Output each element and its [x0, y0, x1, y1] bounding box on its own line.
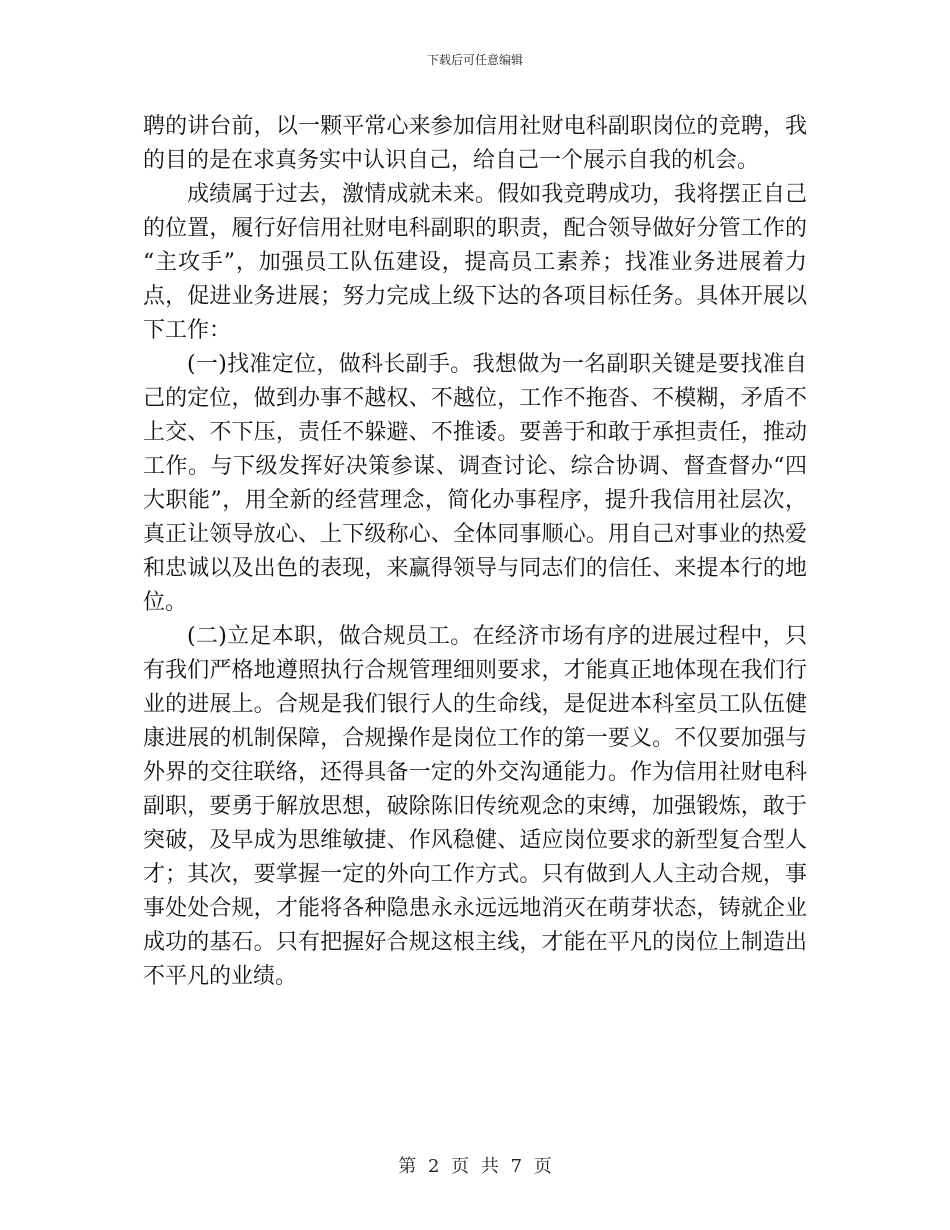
- page-header-note: 下载后可任意编辑: [426, 53, 523, 67]
- page-number: 第 2 页 共 7 页: [398, 1156, 552, 1177]
- text-line: 有我们严格地遵照执行合规管理细则要求，才能真正地体现在我们行: [143, 658, 807, 683]
- text-line: 大职能”，用全新的经营理念，简化办事程序，提升我信用社层次，: [143, 488, 807, 513]
- text-line: (二)立足本职，做合规员工。在经济市场有序的进展过程中，只: [187, 624, 807, 649]
- text-line: 聘的讲台前，以一颗平常心来参加信用社财电科副职岗位的竞聘，我: [143, 114, 807, 139]
- text-line: 副职，要勇于解放思想，破除陈旧传统观念的束缚，加强锻炼，敢于: [143, 794, 807, 819]
- text-line: 的目的是在求真务实中认识自己，给自己一个展示自我的机会。: [143, 148, 760, 173]
- text-line: 上交、不下压，责任不躲避、不推诿。要善于和敢于承担责任，推动: [143, 420, 807, 445]
- text-line: 外界的交往联络，还得具备一定的外交沟通能力。作为信用社财电科: [143, 760, 807, 785]
- text-line: 成绩属于过去，激情成就未来。假如我竞聘成功，我将摆正自己: [187, 182, 807, 207]
- paragraph: [143, 348, 807, 620]
- text-line: 不平凡的业绩。: [143, 964, 298, 989]
- paragraph: [143, 110, 807, 178]
- text-line: 真正让领导放心、上下级称心、全体同事顺心。用自己对事业的热爱: [143, 522, 807, 547]
- text-line: 位。: [143, 590, 188, 615]
- text-line: 事处处合规，才能将各种隐患永永远远地消灭在萌芽状态，铸就企业: [143, 896, 807, 921]
- text-line: “主攻手”，加强员工队伍建设，提高员工素养；找准业务进展着力: [143, 250, 807, 275]
- text-line: 康进展的机制保障，合规操作是岗位工作的第一要义。不仅要加强与: [143, 726, 807, 751]
- text-line: 和忠诚以及出色的表现，来赢得领导与同志们的信任、来提本行的地: [143, 556, 807, 581]
- text-line: 才；其次，要掌握一定的外向工作方式。只有做到人人主动合规，事: [143, 862, 807, 887]
- paragraph: [143, 620, 807, 994]
- text-line: 点，促进业务进展；努力完成上级下达的各项目标任务。具体开展以: [143, 284, 807, 309]
- text-line: 工作。与下级发挥好决策参谋、调查讨论、综合协调、督查督办“四: [143, 454, 807, 479]
- text-line: 突破，及早成为思维敏捷、作风稳健、适应岗位要求的新型复合型人: [143, 828, 807, 853]
- paragraph: [143, 178, 807, 348]
- text-line: (一)找准定位，做科长副手。我想做为一名副职关键是要找准自: [187, 352, 807, 377]
- text-line: 的位置，履行好信用社财电科副职的职责，配合领导做好分管工作的: [143, 216, 807, 241]
- text-line: 成功的基石。只有把握好合规这根主线，才能在平凡的岗位上制造出: [143, 930, 807, 955]
- text-line: 业的进展上。合规是我们银行人的生命线，是促进本科室员工队伍健: [143, 692, 807, 717]
- text-line: 己的定位，做到办事不越权、不越位，工作不拖沓、不模糊，矛盾不: [143, 386, 807, 411]
- document-body: [143, 110, 807, 994]
- text-line: 下工作：: [143, 318, 232, 343]
